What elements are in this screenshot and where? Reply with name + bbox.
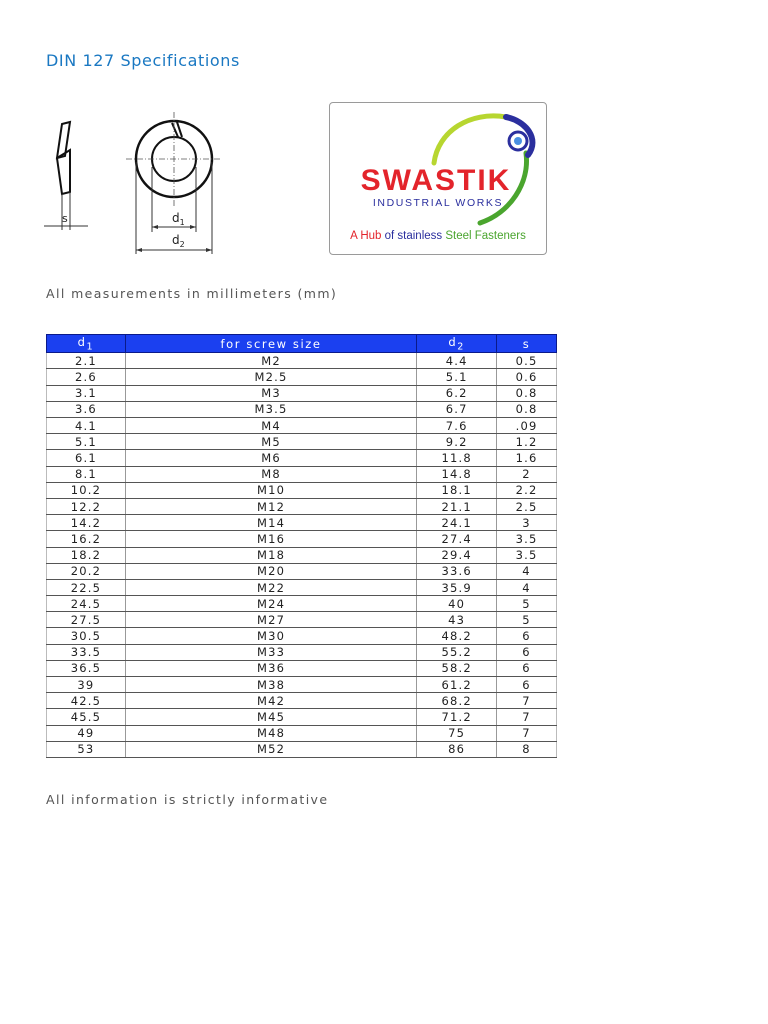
table-row <box>47 563 557 579</box>
cell-s: 6 <box>497 677 557 693</box>
cell-s: 7 <box>497 709 557 725</box>
cell-screw-size: M42 <box>125 693 416 709</box>
logo-tagline <box>330 230 546 242</box>
cell-d1: 39 <box>47 677 126 693</box>
cell-screw-size: M14 <box>125 515 416 531</box>
spring-washer-diagram <box>40 112 230 257</box>
cell-screw-size: M20 <box>125 563 416 579</box>
cell-d1: 24.5 <box>47 596 126 612</box>
header-d2: $d_2$ <box>417 335 497 353</box>
cell-d1: 5.1 <box>47 434 126 450</box>
cell-screw-size: M27 <box>125 612 416 628</box>
cell-d2: 6.2 <box>417 385 497 401</box>
cell-d2: 75 <box>417 725 497 741</box>
table-row <box>47 741 557 757</box>
table-row <box>47 515 557 531</box>
cell-s: 4 <box>497 579 557 595</box>
cell-d2: 6.7 <box>417 401 497 417</box>
cell-d1: 12.2 <box>47 498 126 514</box>
header-s: s <box>497 335 557 353</box>
cell-d2: 61.2 <box>417 677 497 693</box>
cell-screw-size: M22 <box>125 579 416 595</box>
table-row <box>47 709 557 725</box>
cell-d2: 55.2 <box>417 644 497 660</box>
cell-s: 2.2 <box>497 482 557 498</box>
cell-s: 7 <box>497 725 557 741</box>
table-row <box>47 353 557 369</box>
tagline-part-c: Steel Fasteners <box>445 230 526 242</box>
table-row <box>47 369 557 385</box>
cell-d2: 14.8 <box>417 466 497 482</box>
cell-d2: 48.2 <box>417 628 497 644</box>
cell-screw-size: M3.5 <box>125 401 416 417</box>
tagline-part-a: A Hub <box>350 230 382 242</box>
table-header-row <box>47 335 557 353</box>
cell-screw-size: M5 <box>125 434 416 450</box>
cell-screw-size: M30 <box>125 628 416 644</box>
cell-screw-size: M2 <box>125 353 416 369</box>
cell-d1: 10.2 <box>47 482 126 498</box>
cell-d1: 49 <box>47 725 126 741</box>
table-row <box>47 531 557 547</box>
washer-side-view <box>57 122 70 194</box>
cell-s: 1.6 <box>497 450 557 466</box>
cell-d2: 9.2 <box>417 434 497 450</box>
cell-d2: 24.1 <box>417 515 497 531</box>
cell-d2: 58.2 <box>417 660 497 676</box>
cell-d2: 40 <box>417 596 497 612</box>
table-row <box>47 579 557 595</box>
table-row <box>47 450 557 466</box>
table-row <box>47 596 557 612</box>
table-row <box>47 466 557 482</box>
cell-screw-size: M4 <box>125 418 416 434</box>
cell-screw-size: M33 <box>125 644 416 660</box>
table-row <box>47 401 557 417</box>
cell-screw-size: M36 <box>125 660 416 676</box>
cell-d1: 18.2 <box>47 547 126 563</box>
measurement-note: All measurements in millimeters (mm) <box>46 286 338 301</box>
cell-d2: 43 <box>417 612 497 628</box>
cell-d1: 36.5 <box>47 660 126 676</box>
cell-screw-size: M16 <box>125 531 416 547</box>
cell-d1: 33.5 <box>47 644 126 660</box>
cell-screw-size: M48 <box>125 725 416 741</box>
cell-d1: 53 <box>47 741 126 757</box>
table-row <box>47 385 557 401</box>
cell-s: 3 <box>497 515 557 531</box>
cell-s: 3.5 <box>497 531 557 547</box>
swastik-logo <box>329 102 547 255</box>
header-screw-size: for screw size <box>125 335 416 353</box>
label-s: s <box>62 212 68 225</box>
cell-d1: 3.1 <box>47 385 126 401</box>
cell-d2: 21.1 <box>417 498 497 514</box>
cell-d1: 42.5 <box>47 693 126 709</box>
cell-s: 0.8 <box>497 385 557 401</box>
cell-s: 3.5 <box>497 547 557 563</box>
cell-s: 5 <box>497 596 557 612</box>
table-row <box>47 498 557 514</box>
cell-d1: 8.1 <box>47 466 126 482</box>
cell-d1: 6.1 <box>47 450 126 466</box>
cell-d1: 16.2 <box>47 531 126 547</box>
cell-s: 6 <box>497 644 557 660</box>
cell-d2: 5.1 <box>417 369 497 385</box>
cell-screw-size: M6 <box>125 450 416 466</box>
cell-d1: 2.6 <box>47 369 126 385</box>
cell-d1: 27.5 <box>47 612 126 628</box>
cell-d1: 22.5 <box>47 579 126 595</box>
cell-screw-size: M24 <box>125 596 416 612</box>
tagline-part-b: of stainless <box>381 230 446 242</box>
disclaimer-note: All information is strictly informative <box>46 792 329 807</box>
header-d1: $d_1$ <box>47 335 126 353</box>
cell-screw-size: M3 <box>125 385 416 401</box>
cell-screw-size: M18 <box>125 547 416 563</box>
page-title: DIN 127 Specifications <box>46 51 240 70</box>
cell-screw-size: M10 <box>125 482 416 498</box>
logo-name: SWASTIK <box>360 164 512 197</box>
cell-d1: 30.5 <box>47 628 126 644</box>
cell-s: 6 <box>497 660 557 676</box>
table-row <box>47 628 557 644</box>
table-row <box>47 418 557 434</box>
table-row <box>47 482 557 498</box>
table-row <box>47 434 557 450</box>
cell-screw-size: M38 <box>125 677 416 693</box>
cell-s: 2.5 <box>497 498 557 514</box>
cell-d1: 20.2 <box>47 563 126 579</box>
table-row <box>47 660 557 676</box>
table-row <box>47 725 557 741</box>
label-d1: d <box>172 211 180 225</box>
cell-d2: 86 <box>417 741 497 757</box>
cell-s: 7 <box>497 693 557 709</box>
logo-subtitle: INDUSTRIAL WORKS <box>372 197 504 209</box>
cell-s: .09 <box>497 418 557 434</box>
cell-d1: 4.1 <box>47 418 126 434</box>
table-row <box>47 644 557 660</box>
cell-s: 0.6 <box>497 369 557 385</box>
cell-screw-size: M8 <box>125 466 416 482</box>
table-row <box>47 677 557 693</box>
cell-s: 8 <box>497 741 557 757</box>
cell-s: 0.8 <box>497 401 557 417</box>
cell-d2: 11.8 <box>417 450 497 466</box>
label-d1-sub: 1 <box>179 218 185 227</box>
cell-d1: 3.6 <box>47 401 126 417</box>
cell-s: 1.2 <box>497 434 557 450</box>
cell-screw-size: M52 <box>125 741 416 757</box>
cell-screw-size: M12 <box>125 498 416 514</box>
cell-d1: 45.5 <box>47 709 126 725</box>
cell-d2: 4.4 <box>417 353 497 369</box>
cell-d1: 14.2 <box>47 515 126 531</box>
cell-screw-size: M45 <box>125 709 416 725</box>
cell-d2: 35.9 <box>417 579 497 595</box>
table-row <box>47 612 557 628</box>
cell-s: 5 <box>497 612 557 628</box>
cell-d2: 71.2 <box>417 709 497 725</box>
cell-s: 4 <box>497 563 557 579</box>
cell-s: 2 <box>497 466 557 482</box>
cell-s: 0.5 <box>497 353 557 369</box>
cell-d2: 27.4 <box>417 531 497 547</box>
svg-text:d1 <box>172 211 185 227</box>
cell-d1: 2.1 <box>47 353 126 369</box>
cell-d2: 68.2 <box>417 693 497 709</box>
table-row <box>47 693 557 709</box>
table-row <box>47 547 557 563</box>
cell-d2: 18.1 <box>417 482 497 498</box>
specification-table <box>46 334 557 758</box>
svg-text:d2 <box>172 233 185 249</box>
cell-d2: 7.6 <box>417 418 497 434</box>
cell-d2: 29.4 <box>417 547 497 563</box>
cell-screw-size: M2.5 <box>125 369 416 385</box>
cell-d2: 33.6 <box>417 563 497 579</box>
label-d2-sub: 2 <box>179 240 185 249</box>
cell-s: 6 <box>497 628 557 644</box>
label-d2: d <box>172 233 180 247</box>
